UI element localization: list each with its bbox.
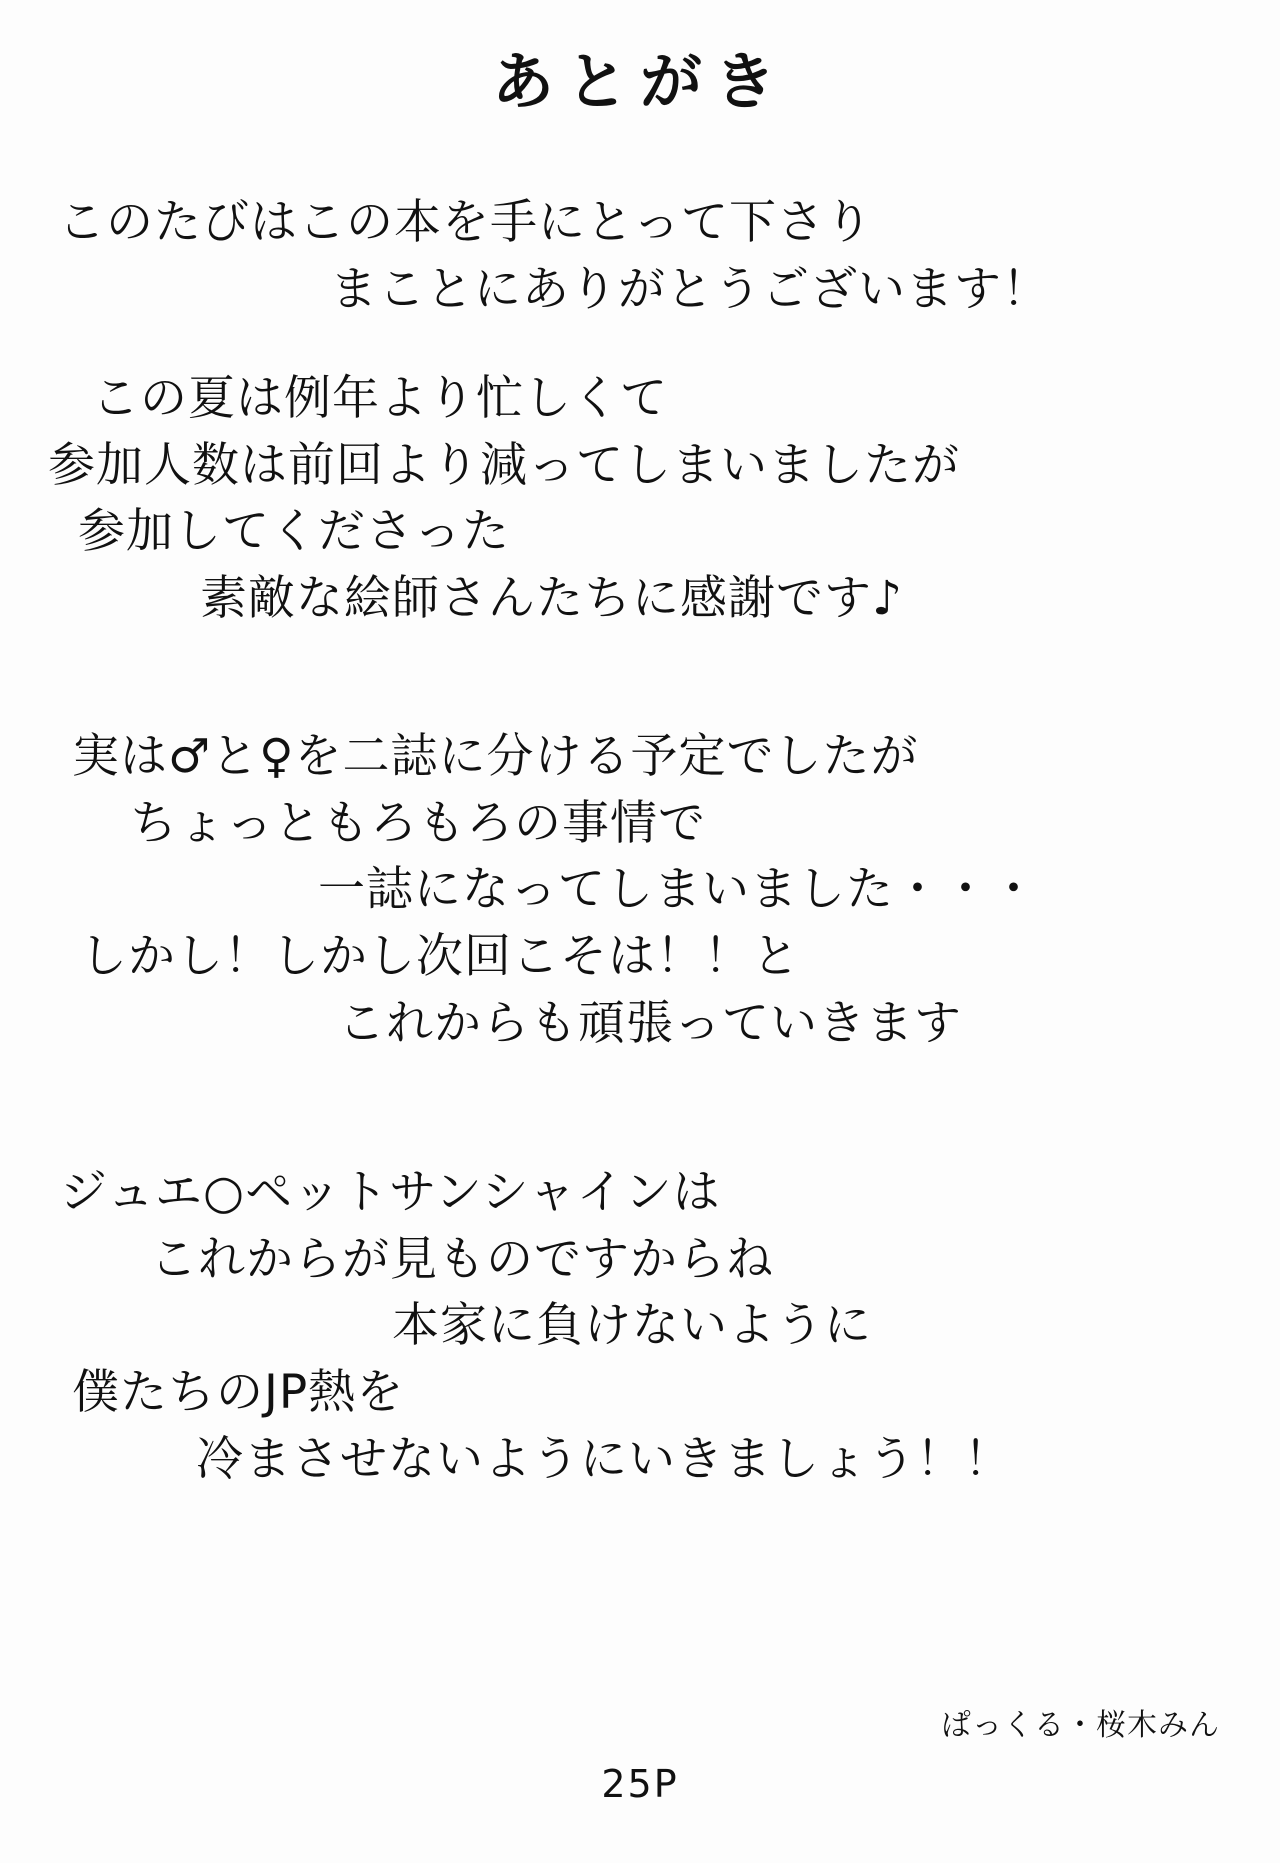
page-title: あとがき xyxy=(491,45,788,118)
text-line: これからも頑張っていきます xyxy=(338,995,962,1051)
text-line: これからが見ものですからね xyxy=(150,1231,774,1287)
text-line: このたびはこの本を手にとって下さり xyxy=(58,195,874,250)
author-signature: ぱっくる・桜木みん xyxy=(941,1708,1220,1743)
text-line: 僕たちのJP熱を xyxy=(72,1365,405,1421)
text-line: 一誌になってしまいました・・・ xyxy=(318,862,1038,918)
text-line: 本家に負けないように xyxy=(392,1298,872,1354)
text-line: 参加人数は前回より減ってしまいましたが xyxy=(48,437,960,493)
text-line: 参加してくださった xyxy=(78,504,510,560)
text-line: ジュエ○ペットサンシャインは xyxy=(60,1165,721,1220)
text-line: ちょっともろもろの事情で xyxy=(130,795,706,851)
text-line: この夏は例年より忙しくて xyxy=(92,371,668,426)
text-line: 冷まさせないようにいきましょう！！ xyxy=(196,1431,1012,1487)
text-line: しかし！しかし次回こそは！！と xyxy=(80,929,800,985)
paragraph-jewelpet-note xyxy=(0,1160,1280,1494)
text-line: 実は♂と♀を二誌に分ける予定でしたが xyxy=(72,729,919,784)
text-line: まことにありがとうございます！ xyxy=(330,261,1050,317)
paragraph-summer-note xyxy=(0,366,1280,633)
paragraph-two-books-plan xyxy=(0,724,1280,1058)
text-line: 素敵な絵師さんたちに感謝です♪ xyxy=(200,571,903,627)
page-number: 25P xyxy=(601,1762,679,1806)
paragraph-greeting xyxy=(0,190,1280,323)
